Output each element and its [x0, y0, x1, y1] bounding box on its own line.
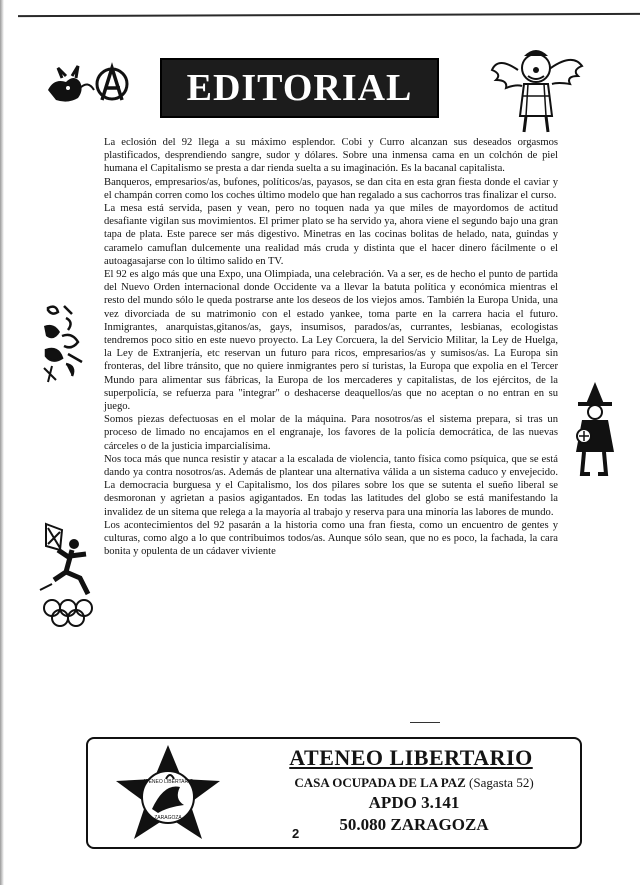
page-number: 2 [292, 826, 300, 841]
footer-po-box: APDO 3.141 [368, 793, 460, 812]
article-paragraph: La eclosión del 92 llega a su máximo esplendor. Cobi y Curro alcanzan sus deseados orgasmos plastificados, desprendiendo sangre, sudor y dólares. Sobre una inmensa cama en un colchón de piel humana el Capitalismo se presta a dar rienda suelta a su imaginación. Es la bacanal capitalista. [104, 137, 558, 175]
witch-figure-icon [568, 382, 622, 482]
page-title: EDITORIAL [186, 67, 413, 109]
logo-text-bottom: ZARAGOZA [154, 815, 182, 821]
crowd-sketch-icon [38, 302, 90, 384]
section-divider [410, 722, 440, 723]
page-edge-left [0, 0, 4, 885]
page-top-rule [18, 13, 640, 17]
article-paragraph: Los acontecimientos del 92 pasarán a la historia como una fran fiesta, como un encuentro de gentes y culturas, como algo a lo que contribuimos todos/as. Aunque sólo sean, que no es poco, la fachada, la cara bonita y opulenta de un cádaver viviente [104, 519, 558, 558]
footer-city: 50.080 ZARAGOZA [339, 815, 489, 834]
logo-text-top: ATENEO LIBERTARIO [142, 779, 194, 785]
address-name: CASA OCUPADA DE LA PAZ [294, 775, 466, 790]
article-paragraph: Somos piezas defectuosas en el molar de la máquina. Para nosotros/as el sistema prepara, si tras un proceso de limado no encajamos en el engranaje, los favores de la policía democrática, de las nuevas cárceles o de la justicia imparcialísima. [104, 414, 558, 452]
footer-address [264, 775, 564, 791]
clown-angel-icon [488, 40, 584, 136]
star-torch-logo-icon [108, 743, 228, 843]
article-paragraph: La mesa está servida, pasen y vean, pero no toquen nada ya que miles de mayordomos de actitud desafiante vigilan sus movimientos. El primer plato se ha servido ya, ahora viene el segundo bajo una gran tapa de plata. Este parece ser más digestivo. Minetras en las cocinas bolitas de helado, nata, guindas y caramelo camuflan dulcemente una realidad más cruda y distinta que el hacer dinero fácilmente o el autoagasajarse con lo último salido en TV. [104, 203, 558, 267]
footer-title: ATENEO LIBERTARIO [289, 745, 533, 770]
article-paragraph: El 92 es algo más que una Expo, una Olimpiada, una celebración. Va a ser, es de hecho el punto de partida del Nuevo Orden internacional donde Occidente va a llevar la batuta política y económica mientras el resto del mundo sólo le queda postrarse ante los deseos de los viejos amos. También la Europa Unida, una vez divorciada de su matrimonio con el estado yankee, toma parte en la carrera hacia el futuro. Inmigrantes, anarquistas,gitanos/as, gays, insumisos, parados/as, currantes, lesbianas, ecologistas tendremos poco sitio en este nuevo proyecto. La Ley Corcuera, la del Servicio Militar, la Ley de Huelga, la Ley de Extranjería, etc reservan un futuro para ricos, empresarios/as y sumisos/as. La Europa sin fronteras, del libre tránsito, que no quiere inmigrantes pero sí turistas, la Europa que expolia en el Tercer Mundo para alimentar sus fábricas, la Europa de los mercaderes y capitalistas, de los ejércitos, de la superpolicía, se refuerza para "integrar" o deshacerse deaquellos/as que no aceptan o no entran en su juego. [104, 269, 558, 413]
article-paragraph: Banqueros, empresarios/as, bufones, políticos/as, payasos, se dan cita en esta gran fiesta donde el caviar y el champán corren como los coches último modelo que han regalado a sus cachorros tras finalizar el curso. [104, 176, 558, 201]
editorial-banner [160, 58, 439, 118]
article-paragraph: Nos toca más que nunca resistir y atacar a la escalada de violencia, tanto física como psíquica, que se está dando ya contra nosotros/as. Además de plantear una alternativa válida a un sistema caduco y envejecido. La democracia burguesa y el Capitalismo, los dos pilares sobre los que se sutenta el sueño liberal se desmoronan y agrietan a pasios agigantados. En todas las latitudes del globo se está manifestando la invalidez de un sitema que relega a la mayoría al trabajo y reserva para una minoría las labores de mundo. [104, 453, 558, 518]
anarchy-devil-icon [44, 60, 136, 108]
footer-contact-box [86, 737, 582, 849]
address-street: (Sagasta 52) [469, 775, 534, 790]
editorial-article [104, 136, 558, 559]
